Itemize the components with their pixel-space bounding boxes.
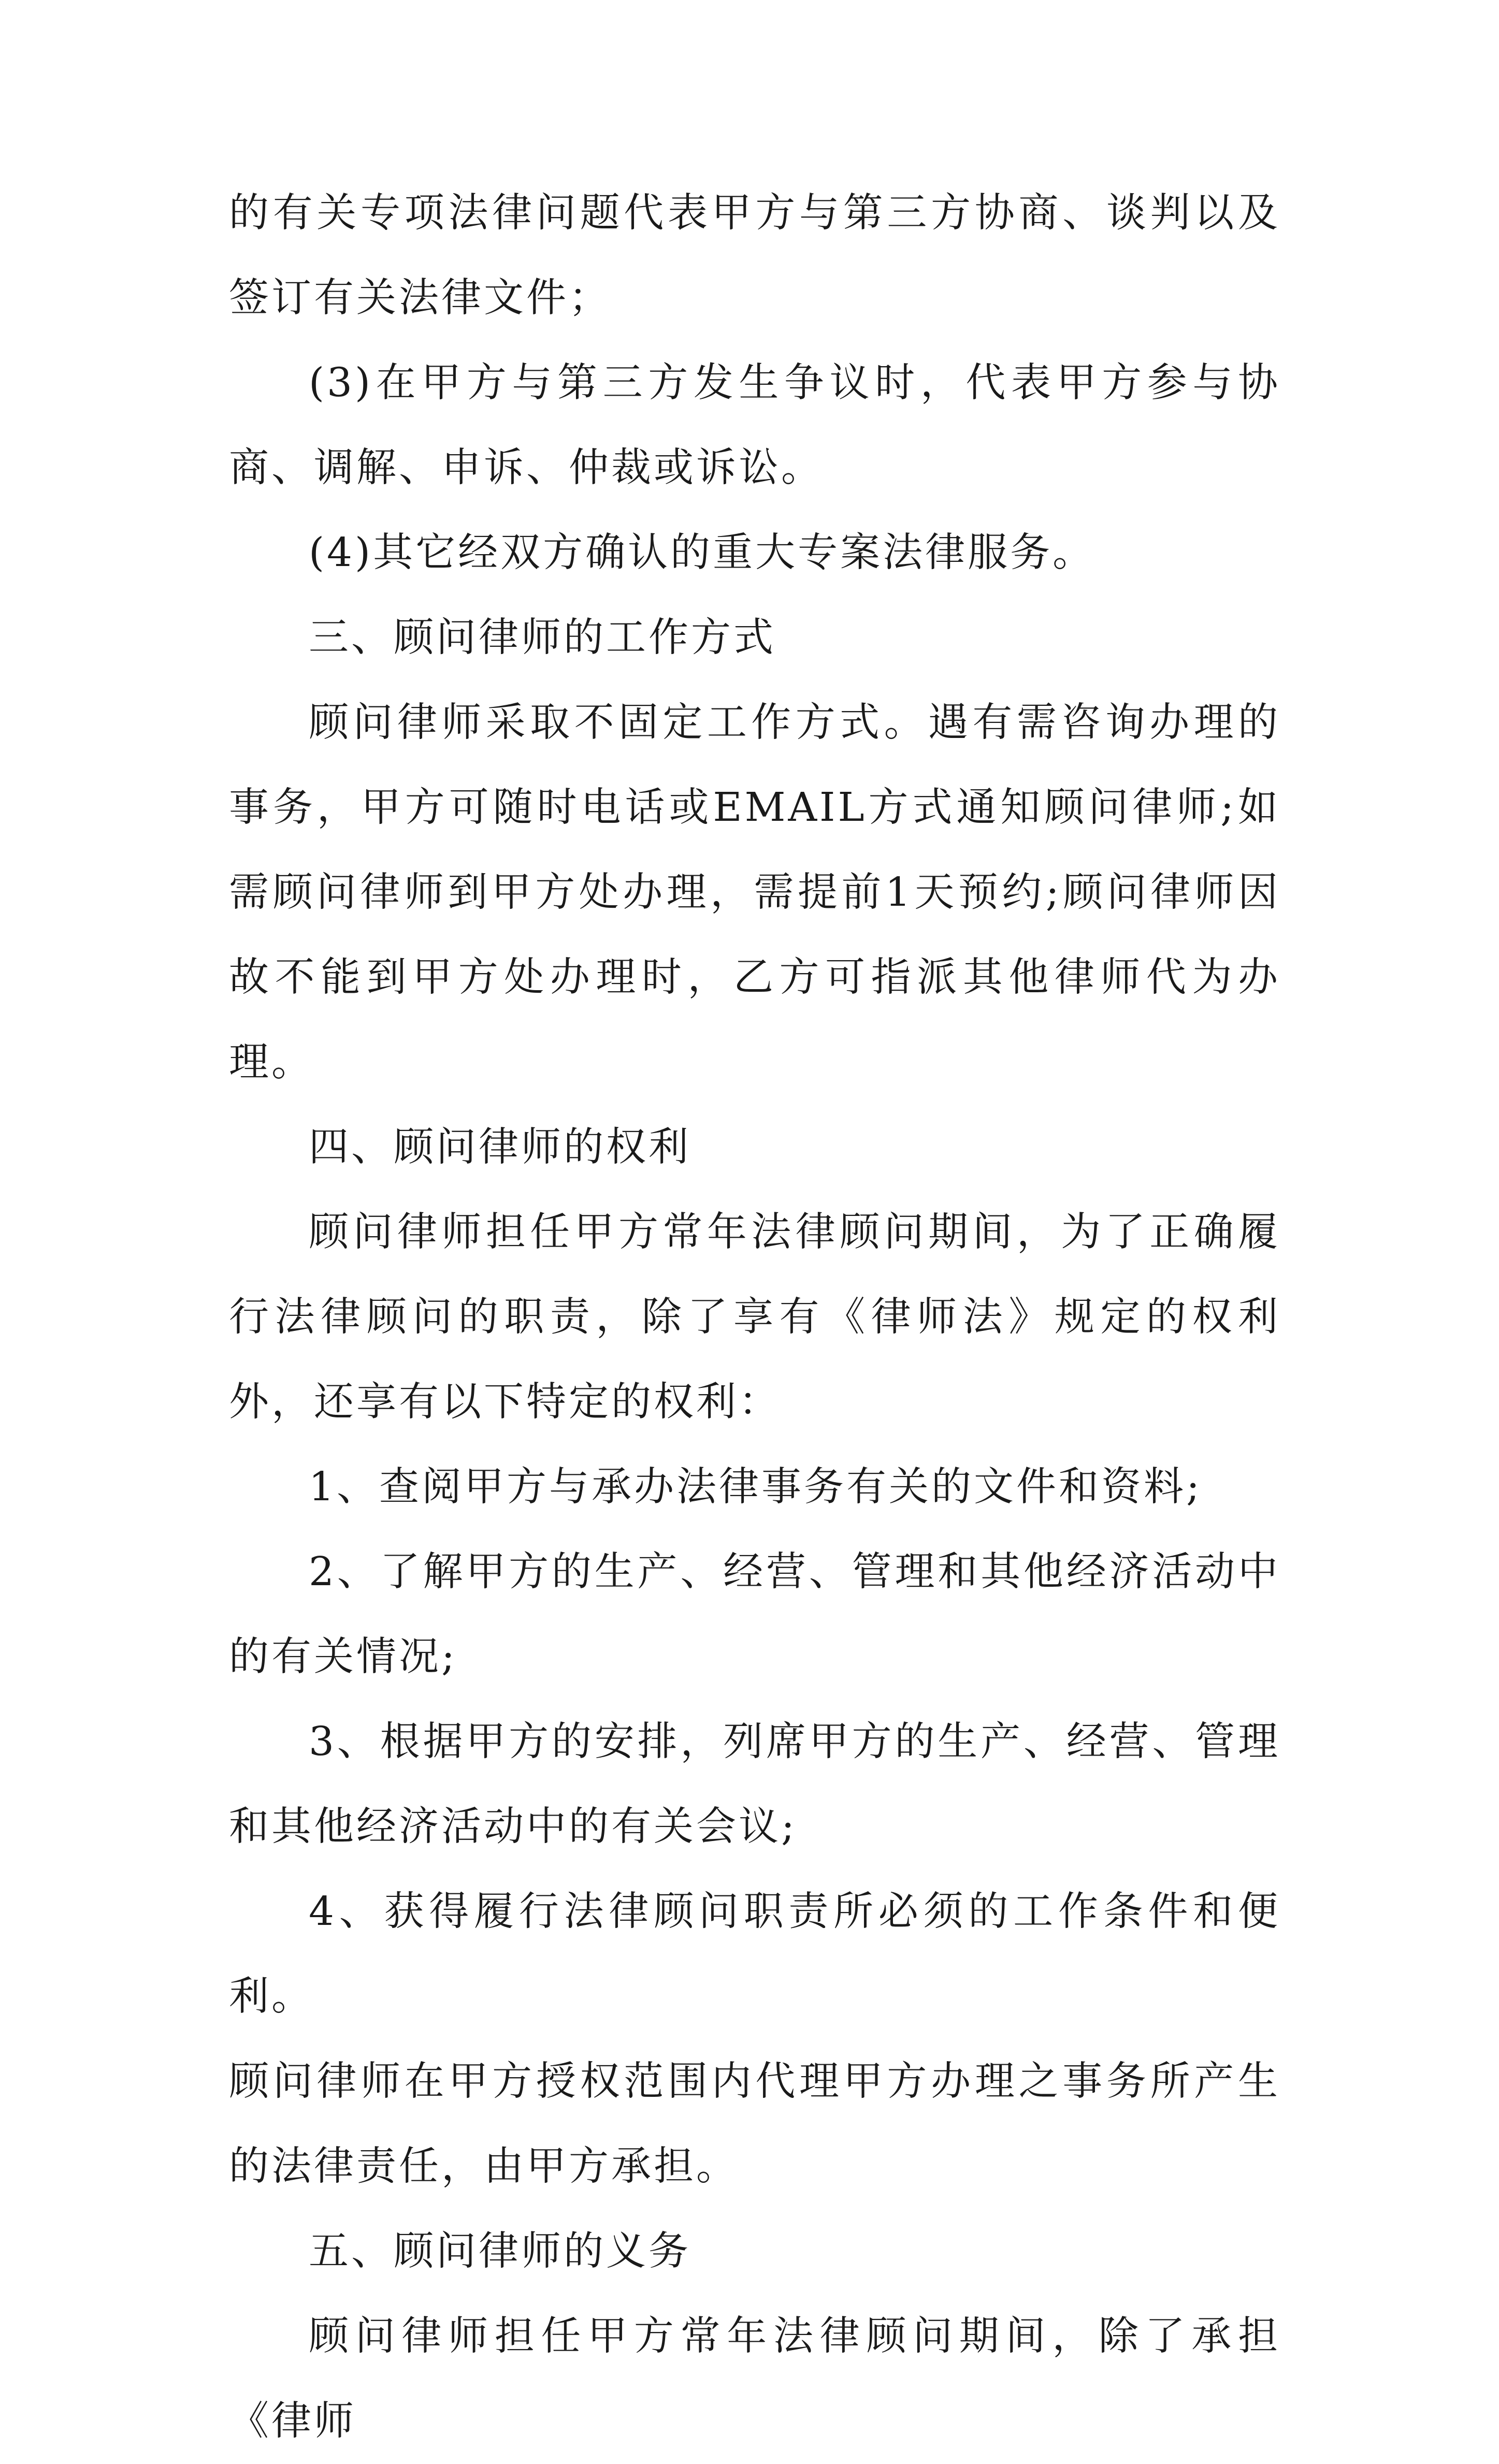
paragraph-3: (4)其它经双方确认的重大专案法律服务。 bbox=[309, 530, 1096, 576]
section-heading-5: 五、顾问律师的义务 bbox=[309, 2228, 691, 2274]
paragraph-6: 顾问律师在甲方授权范围内代理甲方办理之事务所产生的法律责任，由甲方承担。 bbox=[229, 2059, 1280, 2190]
paragraph-1: 的有关专项法律问题代表甲方与第三方协商、谈判以及签订有关法律文件； bbox=[229, 190, 1280, 321]
document-body bbox=[229, 171, 1280, 2464]
list-item-3: 3、根据甲方的安排，列席甲方的生产、经营、管理和其他经济活动中的有关会议; bbox=[229, 1719, 1280, 1850]
paragraph-4: 顾问律师采取不固定工作方式。遇有需咨询办理的事务，甲方可随时电话或EMAIL方式通知顾问律师;如需顾问律师到甲方处办理，需提前1天预约;顾问律师因故不能到甲方处办理时，乙方可指派其他律师代为办理。 bbox=[229, 700, 1280, 1085]
list-item-1: 1、查阅甲方与承办法律事务有关的文件和资料; bbox=[309, 1464, 1202, 1510]
paragraph-2: (3)在甲方与第三方发生争议时，代表甲方参与协商、调解、申诉、仲裁或诉讼。 bbox=[229, 360, 1280, 491]
section-heading-4: 四、顾问律师的权利 bbox=[309, 1124, 691, 1170]
list-item-2: 2、了解甲方的生产、经营、管理和其他经济活动中的有关情况; bbox=[229, 1549, 1280, 1680]
list-item-4: 4、获得履行法律顾问职责所必须的工作条件和便利。 bbox=[229, 1889, 1280, 2020]
paragraph-7: 顾问律师担任甲方常年法律顾问期间，除了承担《律师 bbox=[229, 2313, 1280, 2444]
paragraph-5: 顾问律师担任甲方常年法律顾问期间，为了正确履行法律顾问的职责，除了享有《律师法》规定的权利外，还享有以下特定的权利： bbox=[229, 1209, 1280, 1425]
section-heading-3: 三、顾问律师的工作方式 bbox=[309, 615, 776, 661]
